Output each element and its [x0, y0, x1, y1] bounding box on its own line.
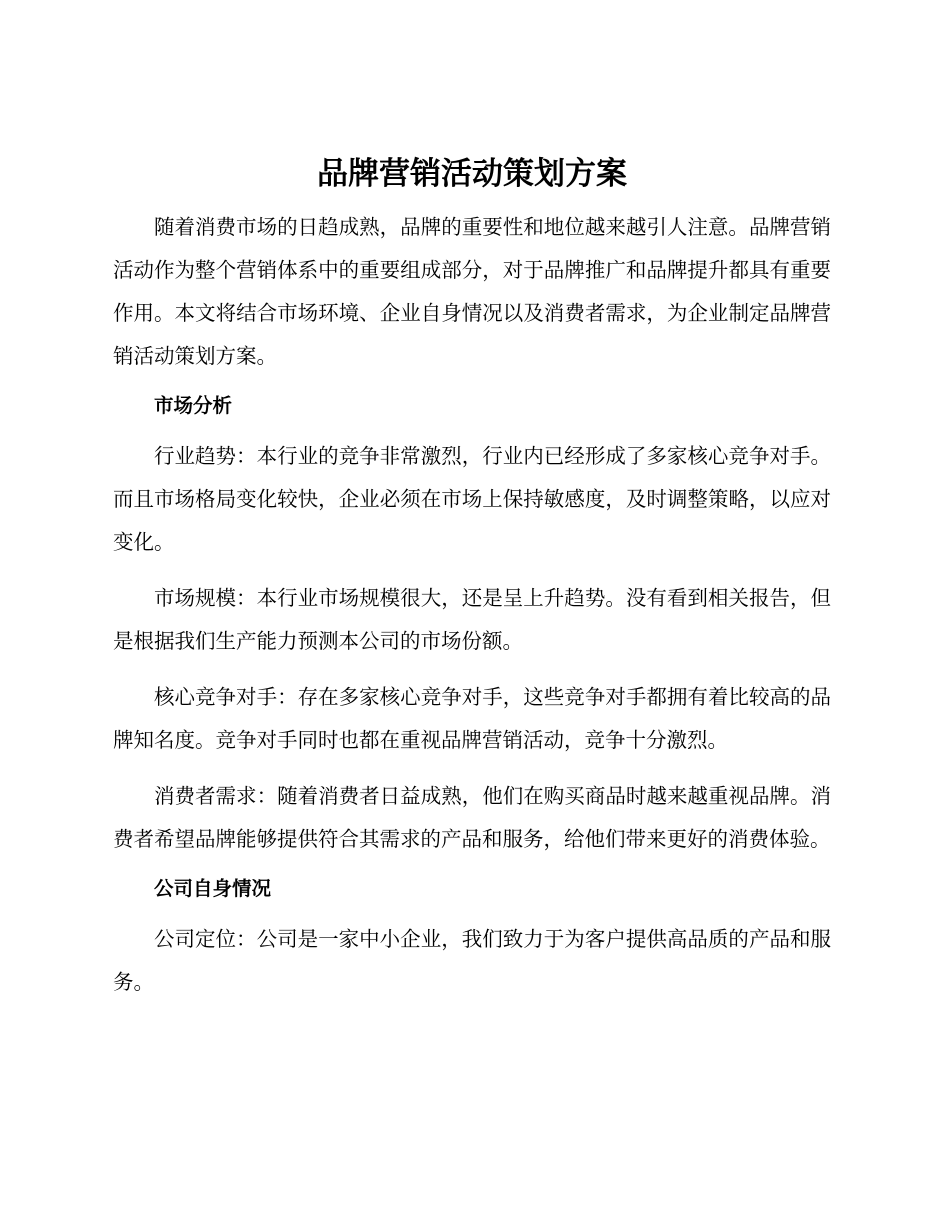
- paragraph-consumer-demand: 消费者需求：随着消费者日益成熟，他们在购买商品时越来越重视品牌。消费者希望品牌能够提供符合其需求的产品和服务，给他们带来更好的消费体验。: [113, 784, 831, 851]
- document-body: [113, 148, 831, 1017]
- document-title: 品牌营销活动策划方案: [317, 156, 627, 192]
- paragraph-company-positioning: 公司定位：公司是一家中小企业，我们致力于为客户提供高品质的产品和服务。: [113, 927, 831, 994]
- section-heading-company-situation: 公司自身情况: [153, 877, 271, 900]
- intro-paragraph: 随着消费市场的日趋成熟，品牌的重要性和地位越来越引人注意。品牌营销活动作为整个营销体系中的重要组成部分，对于品牌推广和品牌提升都具有重要作用。本文将结合市场环境、企业自身情况以及消费者需求，为企业制定品牌营销活动策划方案。: [113, 215, 831, 368]
- section-heading-market-analysis: 市场分析: [153, 394, 232, 417]
- paragraph-core-competitors: 核心竞争对手：存在多家核心竞争对手，这些竞争对手都拥有着比较高的品牌知名度。竞争对手同时也都在重视品牌营销活动，竞争十分激烈。: [113, 685, 831, 752]
- paragraph-industry-trend: 行业趋势：本行业的竞争非常激烈，行业内已经形成了多家核心竞争对手。而且市场格局变化较快，企业必须在市场上保持敏感度，及时调整策略，以应对变化。: [113, 444, 831, 554]
- paragraph-market-size: 市场规模：本行业市场规模很大，还是呈上升趋势。没有看到相关报告，但是根据我们生产能力预测本公司的市场份额。: [113, 586, 831, 653]
